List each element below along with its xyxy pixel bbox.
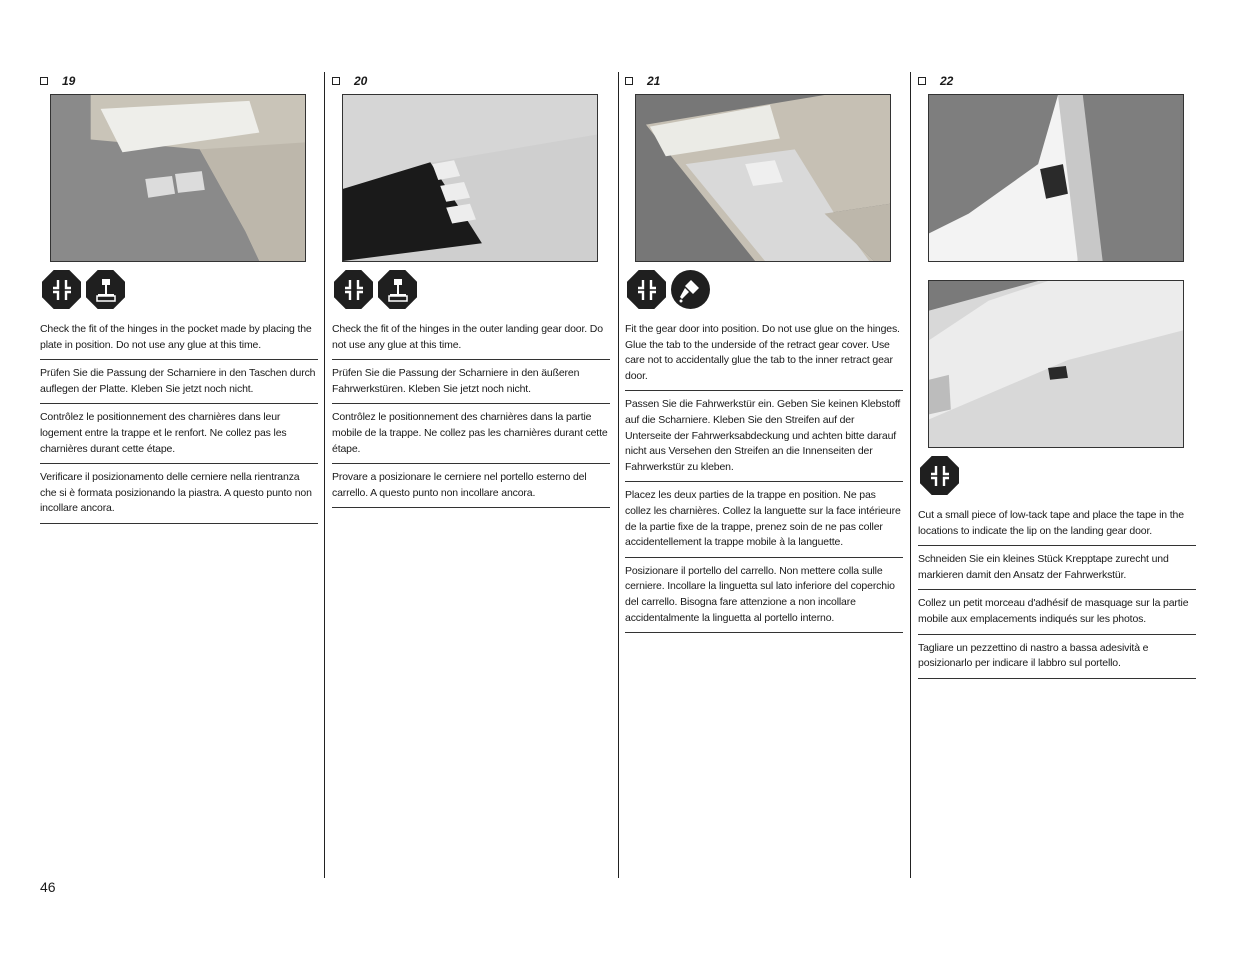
text-it: Provare a posizionare le cerniere nel portello esterno del carrello. A questo punto non incollare ancora.: [332, 464, 610, 508]
pin-tool-icon: [378, 270, 417, 309]
page-number: 46: [40, 879, 56, 895]
glue-bottle-icon: [671, 270, 710, 309]
hinge-icon: [42, 270, 81, 309]
text-it: Verificare il posizionamento delle cerniere nella rientranza che si è formata posizionando la piastra. A questo punto non incollare ancora.: [40, 464, 318, 524]
step-number: 19: [62, 74, 76, 88]
instruction-text: [918, 508, 1196, 679]
text-en: Cut a small piece of low-tack tape and place the tape in the locations to indicate the lip on the landing gear door.: [918, 508, 1196, 546]
text-it: Tagliare un pezzettino di nastro a bassa adesività e posizionarlo per indicare il labbro sul portello.: [918, 635, 1196, 679]
step-photo: [635, 94, 891, 262]
step-checkbox[interactable]: [40, 77, 48, 85]
step-20: [332, 72, 610, 508]
step-checkbox[interactable]: [625, 77, 633, 85]
column-divider: [618, 72, 619, 878]
step-checkbox[interactable]: [332, 77, 340, 85]
text-fr: Collez un petit morceau d'adhésif de masquage sur la partie mobile aux emplacements indiqués sur les photos.: [918, 590, 1196, 634]
instruction-text: [40, 322, 318, 524]
step-number: 21: [647, 74, 661, 88]
text-de: Schneiden Sie ein kleines Stück Krepptape zurecht und markieren damit den Ansatz der Fahrwerkstür.: [918, 546, 1196, 590]
column-divider: [324, 72, 325, 878]
tool-icons: [334, 270, 610, 312]
tool-icons: [627, 270, 903, 312]
instruction-text: [625, 322, 903, 633]
step-checkbox[interactable]: [918, 77, 926, 85]
instruction-text: [332, 322, 610, 508]
text-it: Posizionare il portello del carrello. Non mettere colla sulle cerniere. Incollare la linguetta sul lato inferiore del coperchio del carrello. Bisogna fare attenzione a non incollare accidentalmente la linguetta al portello interno.: [625, 558, 903, 633]
hinge-icon: [627, 270, 666, 309]
text-de: Prüfen Sie die Passung der Scharniere in den äußeren Fahrwerkstüren. Kleben Sie jetzt noch nicht.: [332, 360, 610, 404]
text-en: Check the fit of the hinges in the outer landing gear door. Do not use any glue at this time.: [332, 322, 610, 360]
step-header: [40, 72, 318, 90]
step-19: [40, 72, 318, 524]
step-header: [918, 72, 1196, 90]
step-22: [918, 72, 1196, 679]
step-photo: [342, 94, 598, 262]
pin-tool-icon: [86, 270, 125, 309]
hinge-icon: [334, 270, 373, 309]
text-fr: Contrôlez le positionnement des charnières dans leur logement entre la trappe et le renfort. Ne collez pas les charnières durant cette étape.: [40, 404, 318, 464]
step-photo: [928, 94, 1184, 262]
step-photo-2: [928, 280, 1184, 448]
text-fr: Placez les deux parties de la trappe en position. Ne pas collez les charnières. Collez la languette sur la face intérieure de la partie fixe de la trappe, prenez soin de ne pas coller accidentellement la trappe mobile à la languette.: [625, 482, 903, 557]
tool-icons: [920, 456, 1196, 498]
text-de: Passen Sie die Fahrwerkstür ein. Geben Sie keinen Klebstoff auf die Scharniere. Kleben Sie den Streifen auf der Unterseite der Fahrwerksabdeckung und achten bitte darauf nicht aus Versehen den Streifen an die Innenseiten der Fahrwerkstür zu kleben.: [625, 391, 903, 482]
hinge-icon: [920, 456, 959, 495]
tool-icons: [42, 270, 318, 312]
column-divider: [910, 72, 911, 878]
step-21: [625, 72, 903, 633]
step-header: [332, 72, 610, 90]
text-en: Fit the gear door into position. Do not use glue on the hinges. Glue the tab to the underside of the retract gear cover. Use care not to accidentally glue the tab to the inner retract gear door.: [625, 322, 903, 391]
text-de: Prüfen Sie die Passung der Scharniere in den Taschen durch auflegen der Platte. Kleben Sie jetzt noch nicht.: [40, 360, 318, 404]
step-number: 22: [940, 74, 954, 88]
step-header: [625, 72, 903, 90]
step-photo: [50, 94, 306, 262]
step-number: 20: [354, 74, 368, 88]
text-en: Check the fit of the hinges in the pocket made by placing the plate in position. Do not use any glue at this time.: [40, 322, 318, 360]
text-fr: Contrôlez le positionnement des charnières dans la partie mobile de la trappe. Ne collez pas les charnières durant cette étape.: [332, 404, 610, 464]
